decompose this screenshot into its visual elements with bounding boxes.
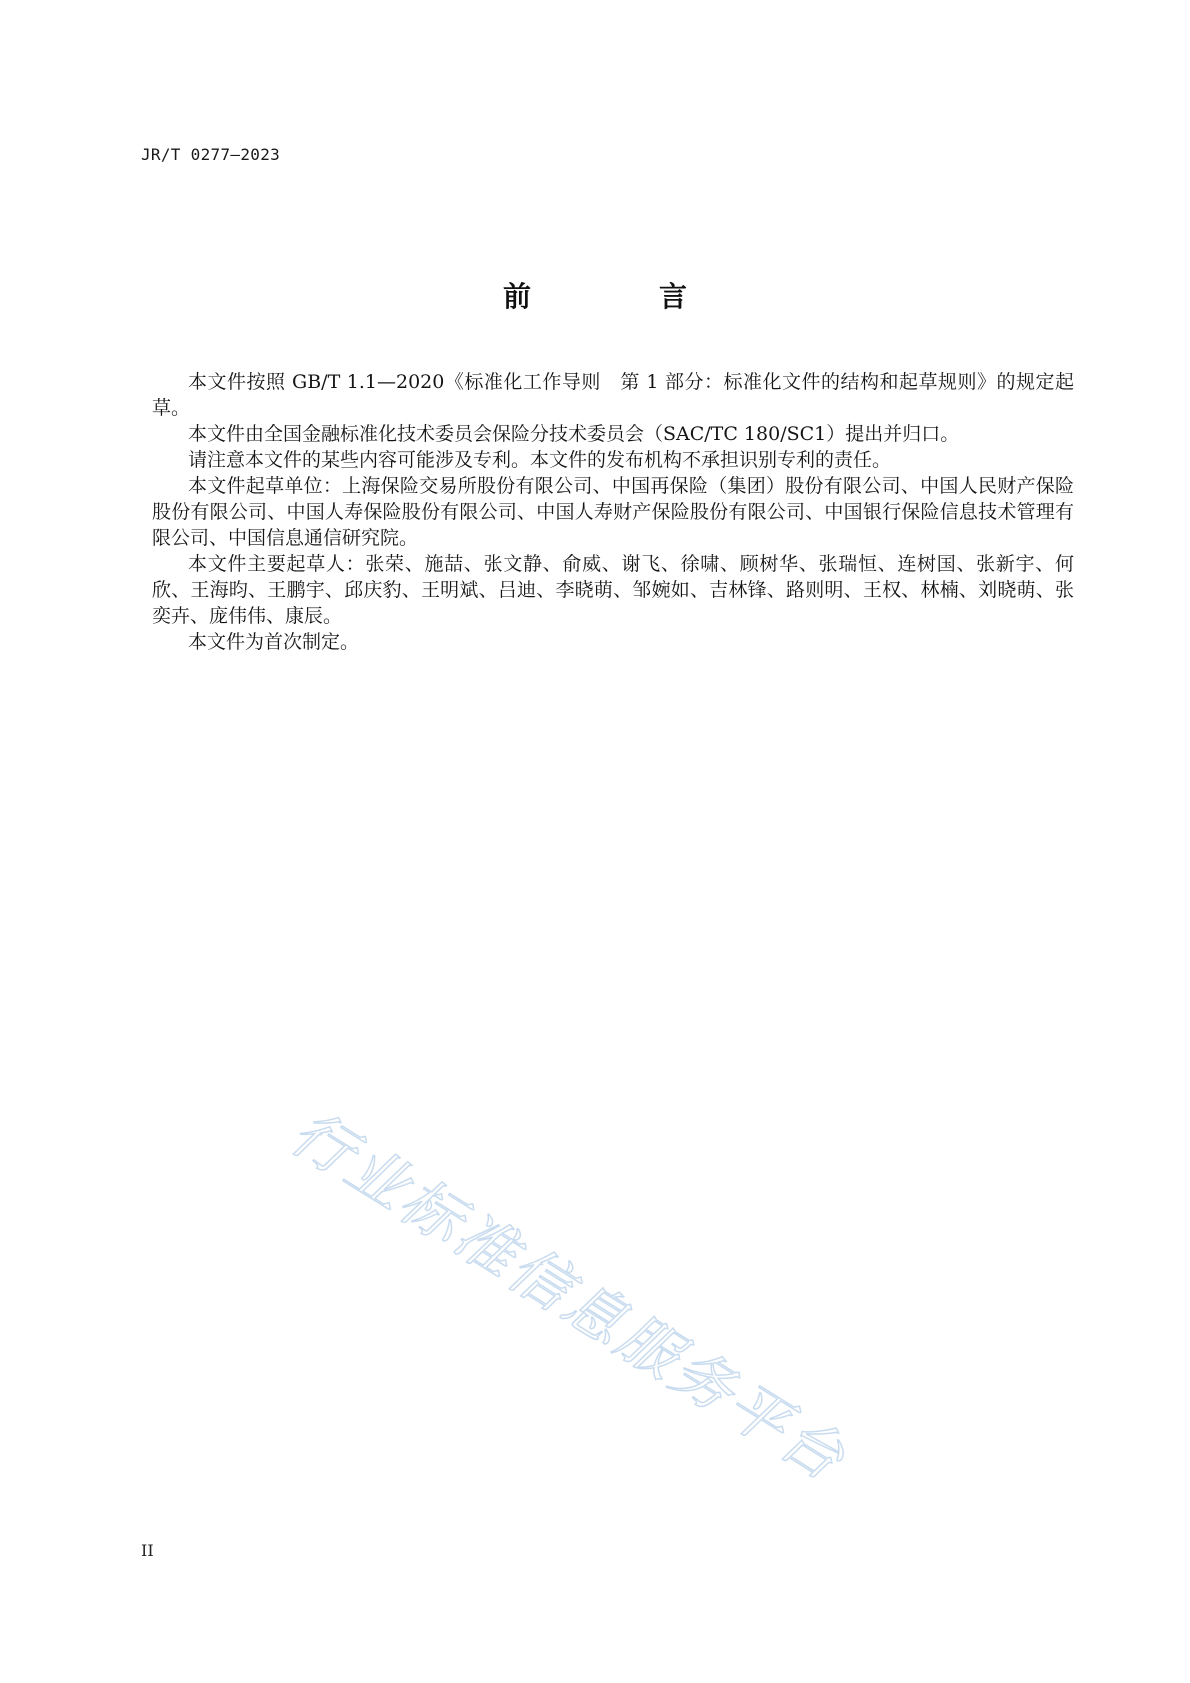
paragraph-first-edition: 本文件为首次制定。	[188, 631, 360, 653]
paragraph-patent-notice: 请注意本文件的某些内容可能涉及专利。本文件的发布机构不承担识别专利的责任。	[188, 449, 892, 471]
section-title: 前 言	[502, 280, 737, 313]
paragraph-drafters: 本文件主要起草人：张荣、施喆、张文静、俞威、谢飞、徐啸、顾树华、张瑞恒、连树国、张新宇、何欣、王海昀、王鹏宇、邱庆豹、王明斌、吕迪、李晓萌、邹婉如、吉林锋、路则明、王权、林楠、刘晓萌、张奕卉、庞伟伟、康辰。	[152, 553, 1074, 627]
document-code: JR/T 0277—2023	[141, 145, 281, 164]
watermark: 行业标准信息服务平台	[278, 1097, 859, 1497]
foreword-body	[152, 369, 1074, 655]
paragraph-drafting-basis: 本文件按照 GB/T 1.1—2020《标准化工作导则 第 1 部分：标准化文件的结构和起草规则》的规定起草。	[152, 371, 1074, 419]
paragraph-proposer: 本文件由全国金融标准化技术委员会保险分技术委员会（SAC/TC 180/SC1）提出并归口。	[188, 423, 960, 445]
page-number: II	[141, 1541, 154, 1560]
paragraph-drafting-units: 本文件起草单位：上海保险交易所股份有限公司、中国再保险（集团）股份有限公司、中国人民财产保险股份有限公司、中国人寿保险股份有限公司、中国人寿财产保险股份有限公司、中国银行保险信息技术管理有限公司、中国信息通信研究院。	[152, 475, 1074, 549]
